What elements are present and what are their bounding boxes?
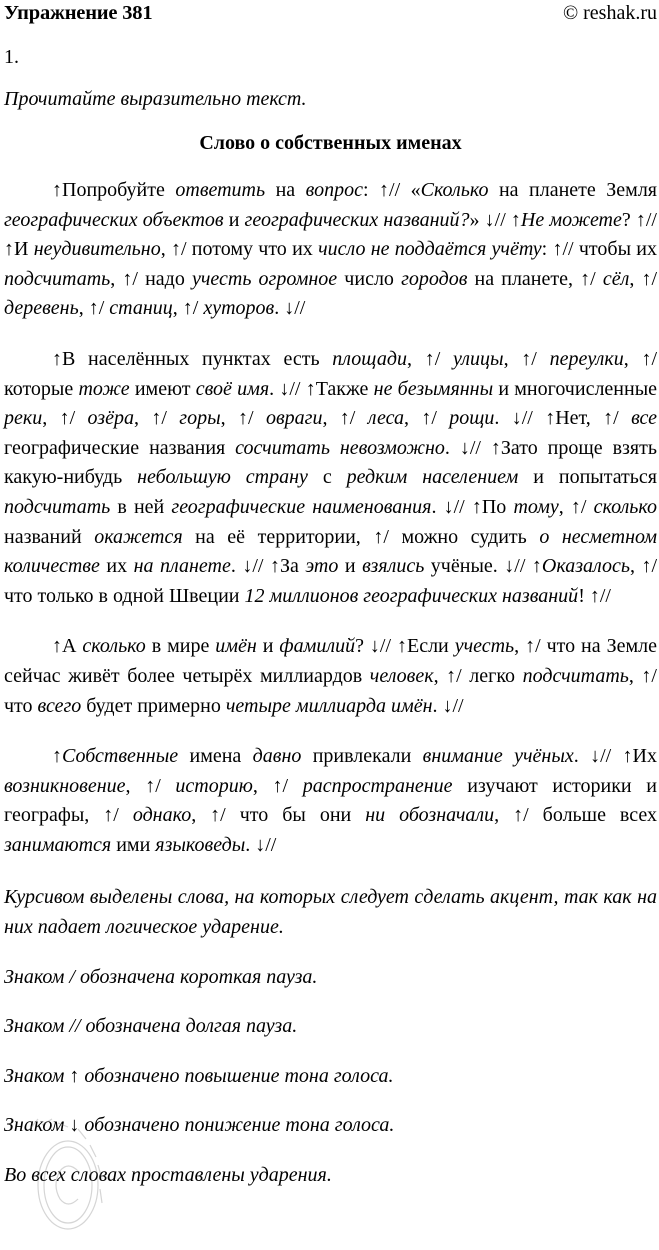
text-run: ? ↑// ↑И xyxy=(4,208,657,261)
emphasized-word: своё имя xyxy=(195,377,270,400)
emphasized-word: небольшую страну xyxy=(137,466,308,489)
text-run: ? ↓// ↑Если xyxy=(355,635,455,658)
text-run: , ↑/ что бы они xyxy=(191,804,366,827)
text-run: и xyxy=(338,555,363,578)
text-run: » ↓// ↑ xyxy=(469,208,521,231)
emphasized-word: окажется xyxy=(94,525,183,548)
emphasized-word: сосчитать невозможно xyxy=(235,436,445,459)
emphasized-word: подсчитать xyxy=(4,495,111,518)
note-tone-up: Знаком ↑ обозначено повышение тона голоса. xyxy=(4,1064,394,1087)
text-run: ими xyxy=(111,833,156,856)
emphasized-word: внимание учёных xyxy=(422,745,574,768)
text-run: , ↑/ xyxy=(78,297,110,320)
text-run: изучают историки и географы, ↑/ xyxy=(4,774,657,827)
text-run: , ↑/ xyxy=(322,407,368,430)
emphasized-word: возникновение xyxy=(4,774,126,797)
text-run: на её территории, ↑/ можно судить xyxy=(182,525,540,548)
emphasized-word: редким населением xyxy=(346,466,519,489)
text-run: в мире xyxy=(145,635,216,658)
exercise-title: Упражнение 381 xyxy=(4,2,153,24)
note-stress: Во всех словах проставлены ударения. xyxy=(4,1164,332,1187)
text-run: на xyxy=(265,179,306,201)
text-run: названий xyxy=(4,525,95,548)
text-run: , ↑/ что на Земле сейчас живёт более четырёх миллиардов xyxy=(4,635,657,687)
emphasized-word: тоже xyxy=(78,377,130,400)
emphasized-word: улицы xyxy=(452,347,504,370)
emphasized-word: 12 миллионов географических названий xyxy=(244,584,579,607)
emphasized-word: вопрос xyxy=(305,179,363,201)
emphasized-word: реки xyxy=(4,407,43,430)
text-run: . ↓// xyxy=(432,694,464,717)
text-run: , ↑/ что только в одной Швеции xyxy=(4,555,657,607)
emphasized-word: не безымянны xyxy=(373,377,494,400)
emphasized-word: городов xyxy=(401,267,468,290)
text-run: : ↑// « xyxy=(362,179,421,201)
text-run: на планете, ↑/ xyxy=(467,267,603,290)
text-run: , ↑/ что xyxy=(4,664,657,717)
emphasized-word: подсчитать xyxy=(522,664,629,687)
emphasized-word: географические наименования xyxy=(171,495,432,518)
text-run: с xyxy=(307,466,347,489)
emphasized-word: леса xyxy=(367,407,404,430)
text-run: . ↓// ↑Нет, ↑/ xyxy=(494,407,632,430)
text-run: . ↓// ↑По xyxy=(431,495,514,518)
paragraph-2 xyxy=(4,345,657,611)
text-run: число xyxy=(337,267,402,290)
text-run: , ↑/ xyxy=(220,407,266,430)
paragraph-1 xyxy=(4,176,657,324)
text-run: , ↑/ xyxy=(172,297,204,320)
emphasized-word: площади xyxy=(332,347,407,370)
emphasized-word: Оказалось xyxy=(541,555,630,578)
text-run: на планете Земля xyxy=(488,179,657,201)
text-run: , ↑/ xyxy=(252,774,303,797)
text-run: , ↑/ xyxy=(42,407,88,430)
text-run: , ↑/ xyxy=(558,495,594,518)
text-run: , ↑/ xyxy=(629,267,658,290)
text-run: и попытаться xyxy=(518,466,657,489)
emphasized-word: географических названий? xyxy=(244,208,470,231)
text-run: учёные. ↓// ↑ xyxy=(424,555,542,578)
text-run: и xyxy=(223,208,245,231)
emphasized-word: учесть огромное xyxy=(191,267,338,290)
text-run: географические названия xyxy=(4,436,236,459)
emphasized-word: ответить xyxy=(175,179,266,201)
task-instruction: Прочитайте выразительно текст. xyxy=(4,88,307,110)
emphasized-word: четыре миллиарда имён xyxy=(225,694,433,717)
emphasized-word: человек xyxy=(369,664,434,687)
text-run: привлекали xyxy=(301,745,423,768)
text-run: ↑В населённых пунктах есть xyxy=(52,347,333,370)
emphasized-word: однако xyxy=(132,804,192,827)
page-header xyxy=(4,0,657,32)
text-run: , ↑/ легко xyxy=(433,664,523,687)
emphasized-word: это xyxy=(305,555,339,578)
emphasized-word: станиц xyxy=(109,297,173,320)
text-run: в ней xyxy=(110,495,172,518)
emphasized-word: всего xyxy=(37,694,82,717)
emphasized-word: число не поддаётся учёту xyxy=(318,238,542,261)
emphasized-word: сёл xyxy=(602,267,630,290)
emphasized-word: хуторов xyxy=(203,297,275,320)
text-run: имеют xyxy=(129,377,196,400)
emphasized-word: давно xyxy=(252,745,302,768)
emphasized-word: Сколько xyxy=(420,179,489,201)
note-tone-down: Знаком ↓ обозначено понижение тона голоса. xyxy=(4,1114,395,1137)
text-run: , ↑/ больше всех xyxy=(494,804,657,827)
emphasized-word: Собственные xyxy=(62,745,179,768)
text-run: ! ↑// xyxy=(578,584,611,607)
emphasized-word: сколько xyxy=(593,495,657,518)
text-run: , ↑/ которые xyxy=(4,347,658,400)
text-run: , ↑/ потому что их xyxy=(160,238,319,261)
emphasized-word: неудивительно xyxy=(33,238,161,261)
text-run: , ↑/ надо xyxy=(110,267,192,290)
text-run: , ↑/ xyxy=(503,347,550,370)
emphasized-word: о несметном количестве xyxy=(4,525,658,578)
text-run: . ↓// ↑За xyxy=(230,555,306,578)
text-run: ↑ xyxy=(52,745,62,768)
emphasized-word: все xyxy=(631,407,658,430)
emphasized-word: занимаются xyxy=(4,833,112,856)
note-long-pause: Знаком // обозначена долгая пауза. xyxy=(4,1015,298,1038)
note-italic-meaning: Курсивом выделены слова, на которых следует сделать акцент, так как на них падает логическое ударение. xyxy=(4,886,657,939)
emphasized-word: взялись xyxy=(362,555,425,578)
emphasized-word: тому xyxy=(513,495,559,518)
text-run: ↑А xyxy=(52,635,83,658)
text-run: , ↑/ xyxy=(125,774,176,797)
paragraph-4 xyxy=(4,742,657,860)
emphasized-word: имён xyxy=(215,635,257,658)
text-run: , ↑/ xyxy=(406,347,453,370)
emphasized-word: горы xyxy=(179,407,221,430)
emphasized-word: подсчитать xyxy=(4,267,111,290)
emphasized-word: фамилий xyxy=(279,635,356,658)
emphasized-word: историю xyxy=(175,774,253,797)
emphasized-word: учесть xyxy=(454,635,515,658)
text-run: : ↑// чтобы их xyxy=(541,238,657,261)
text-title: Слово о собственных именах xyxy=(199,132,462,154)
text-run: . ↓// xyxy=(245,833,277,856)
note-short-pause: Знаком / обозначена короткая пауза. xyxy=(4,965,318,988)
emphasized-word: распространение xyxy=(302,774,453,797)
text-run: . ↓// ↑Также xyxy=(269,377,374,400)
paragraph-3 xyxy=(4,632,657,721)
text-run: имена xyxy=(178,745,253,768)
emphasized-word: языковеды xyxy=(155,833,246,856)
text-run: . ↓// xyxy=(274,297,306,320)
text-run: . ↓// ↑Зато проще взять какую-нибудь xyxy=(4,436,657,489)
text-run: , ↑/ xyxy=(133,407,180,430)
text-run: . ↓// ↑Их xyxy=(573,745,657,768)
text-run: и xyxy=(256,635,280,658)
emphasized-word: рощи xyxy=(449,407,495,430)
emphasized-word: озёра xyxy=(87,407,134,430)
text-run: ↑Попробуйте xyxy=(52,179,176,201)
emphasized-word: географических объектов xyxy=(4,208,224,231)
text-run: и многочисленные xyxy=(493,377,658,400)
document-page xyxy=(4,0,657,1191)
emphasized-word: Не можете xyxy=(520,208,622,231)
copyright-link[interactable]: © reshak.ru xyxy=(562,2,657,24)
text-run: , ↑/ xyxy=(403,407,450,430)
emphasized-word: сколько xyxy=(82,635,146,658)
emphasized-word: переулки xyxy=(549,347,624,370)
text-run: их xyxy=(99,555,134,578)
text-run: будет примерно xyxy=(81,694,226,717)
task-number: 1. xyxy=(4,46,19,68)
emphasized-word: ни обозначали xyxy=(365,804,495,827)
emphasized-word: овраги xyxy=(265,407,323,430)
emphasized-word: на планете xyxy=(133,555,231,578)
emphasized-word: деревень xyxy=(4,297,79,320)
